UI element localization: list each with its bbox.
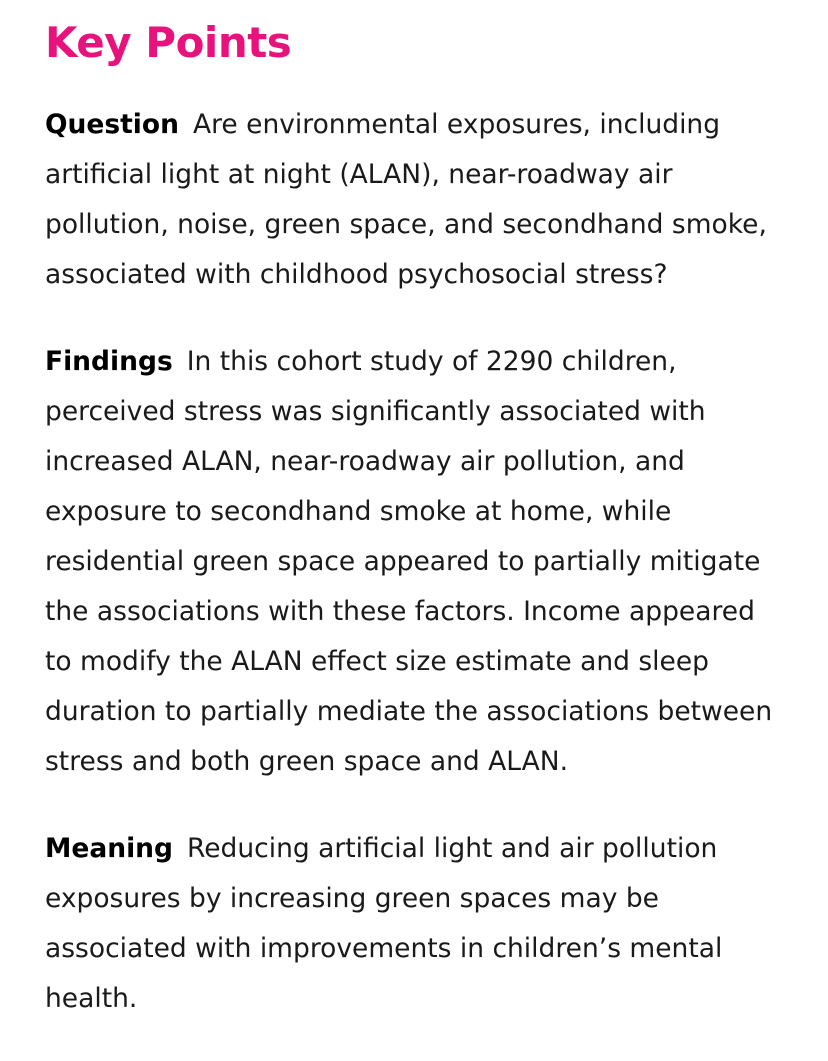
findings-paragraph (45, 337, 785, 787)
question-paragraph (45, 100, 785, 300)
findings-section (45, 337, 785, 787)
key-points-heading: Key Points (45, 18, 292, 67)
meaning-label: Meaning (45, 833, 174, 864)
findings-label: Findings (45, 346, 173, 377)
question-label: Question (45, 109, 179, 140)
meaning-section (45, 824, 785, 1024)
question-section (45, 100, 785, 300)
meaning-text: Reducing artificial light and air pollution exposures by increasing green spaces may be associated with improvements in children’s mental health. (45, 833, 723, 1014)
findings-text: In this cohort study of 2290 children, perceived stress was significantly associated with increased ALAN, near-roadway air pollution, and exposure to secondhand smoke at home, while residential green space appeared to partially mitigate the associations with these factors. Income appeared to modify the ALAN effect size estimate and sleep duration to partially mediate the associations between stress and both green space and ALAN. (45, 346, 773, 777)
question-text: Are environmental exposures, including artificial light at night (ALAN), near-roadway air pollution, noise, green space, and secondhand smoke, associated with childhood psychosocial stress? (45, 109, 767, 290)
key-points-box (45, 14, 785, 1061)
meaning-paragraph (45, 824, 785, 1024)
